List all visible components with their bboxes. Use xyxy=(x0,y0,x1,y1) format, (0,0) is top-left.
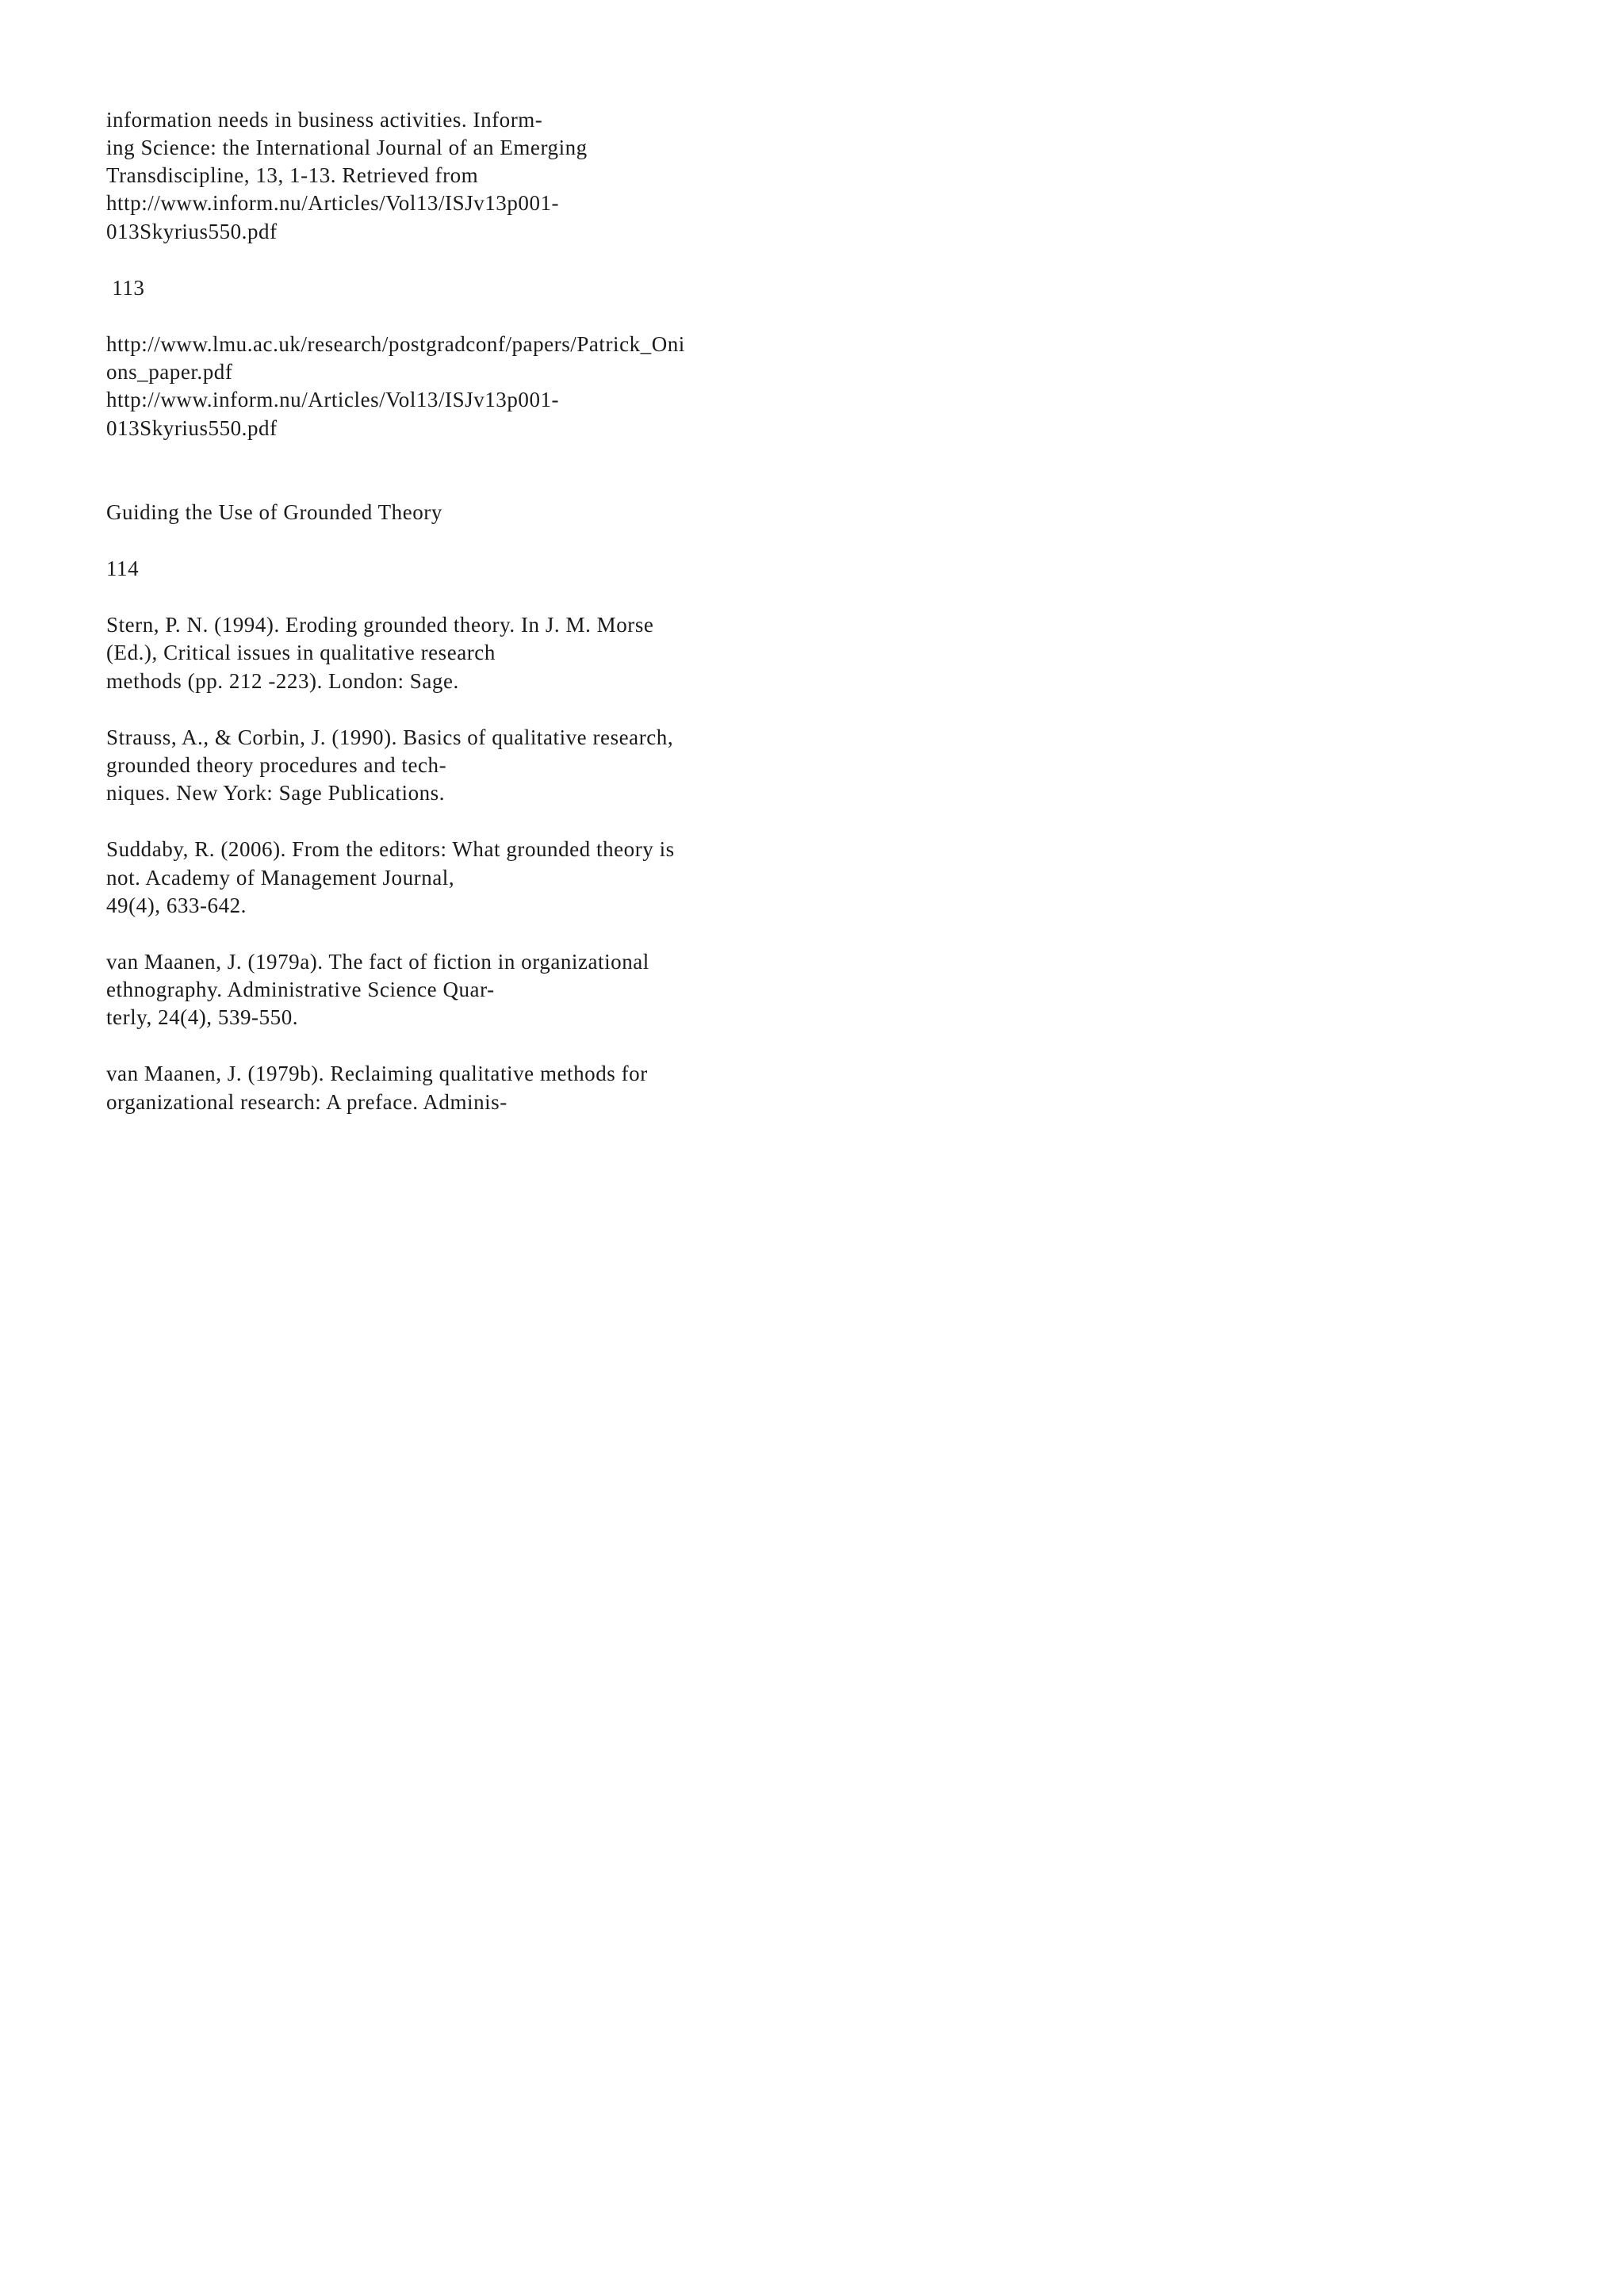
url-link[interactable]: http://www.inform.nu/Articles/Vol13/ISJv13p001- xyxy=(106,388,560,411)
url-link[interactable]: http://www.lmu.ac.uk/research/postgradconf/papers/Patrick_Oni xyxy=(106,332,685,356)
reference-line: Strauss, A., & Corbin, J. (1990). Basics of qualitative research, xyxy=(106,725,674,749)
url-link[interactable]: 013Skyrius550.pdf xyxy=(106,416,278,440)
page-number: 114 xyxy=(106,557,140,580)
reference-line: Stern, P. N. (1994). Eroding grounded theory. In J. M. Morse xyxy=(106,613,654,637)
url-link[interactable]: ons_paper.pdf xyxy=(106,360,233,384)
text-line: ing Science: the International Journal of an Emerging xyxy=(106,136,588,159)
reference-line: ethnography. Administrative Science Quar- xyxy=(106,978,495,1001)
reference-line: terly, 24(4), 539-550. xyxy=(106,1005,299,1029)
reference-line: organizational research: A preface. Adminis- xyxy=(106,1090,508,1114)
reference-line: niques. New York: Sage Publications. xyxy=(106,781,446,805)
text-line: http://www.inform.nu/Articles/Vol13/ISJv13p001- xyxy=(106,191,560,215)
reference-line: van Maanen, J. (1979a). The fact of fiction in organizational xyxy=(106,950,649,974)
reference-line: van Maanen, J. (1979b). Reclaiming qualitative methods for xyxy=(106,1062,648,1085)
running-header: Guiding the Use of Grounded Theory xyxy=(106,500,442,524)
reference-line: 49(4), 633-642. xyxy=(106,894,247,917)
reference-line: grounded theory procedures and tech- xyxy=(106,753,447,777)
reference-line: not. Academy of Management Journal, xyxy=(106,866,455,890)
text-line: information needs in business activities. Inform- xyxy=(106,108,543,132)
text-line: 013Skyrius550.pdf xyxy=(106,220,278,243)
reference-line: Suddaby, R. (2006). From the editors: What grounded theory is xyxy=(106,837,675,861)
text-line: Transdiscipline, 13, 1-13. Retrieved from xyxy=(106,163,479,187)
reference-line: methods (pp. 212 -223). London: Sage. xyxy=(106,669,459,693)
reference-line: (Ed.), Critical issues in qualitative research xyxy=(106,641,496,664)
page-number: 113 xyxy=(106,276,145,300)
document-page xyxy=(0,0,872,1234)
